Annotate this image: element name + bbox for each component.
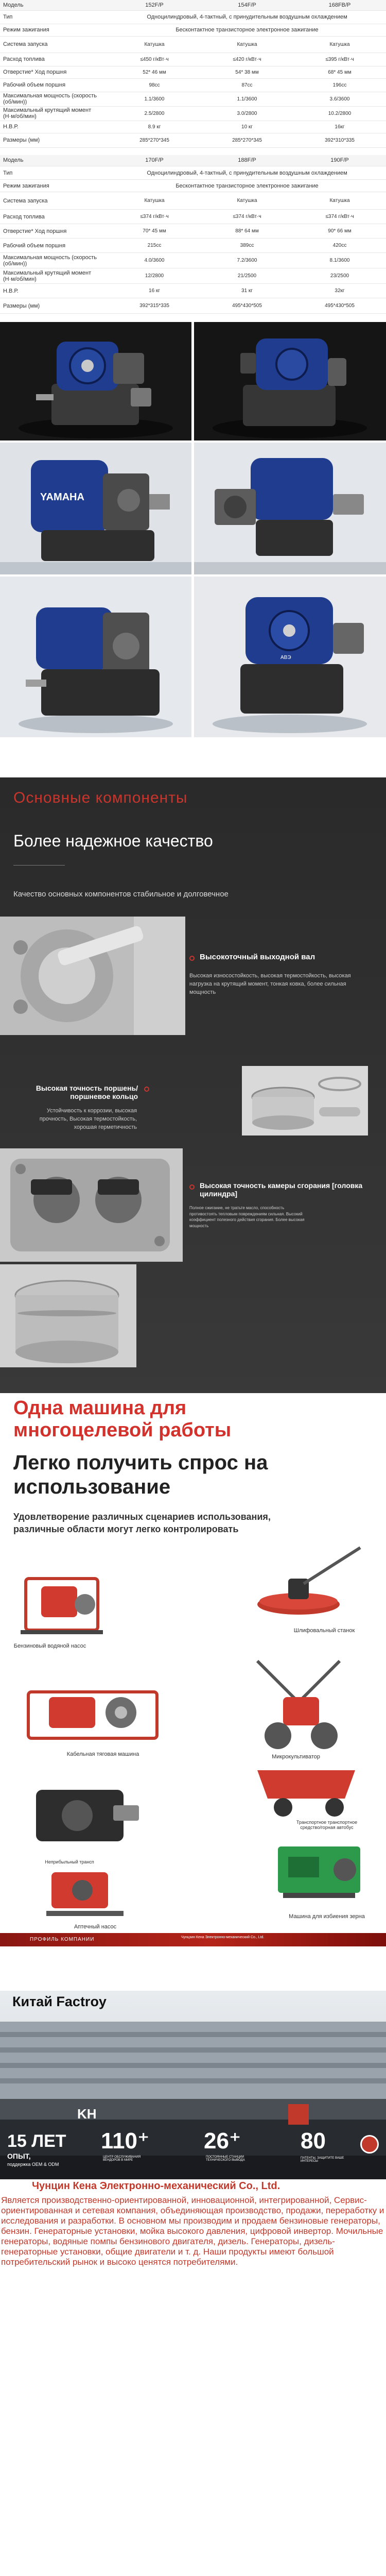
spec-row <box>0 10 386 24</box>
app-pharmacy-pump-label: Аптечный насос <box>74 1924 117 1930</box>
spec-row <box>0 180 386 192</box>
stat-experience-sub: поддержка OEM & ODM <box>7 2162 59 2167</box>
spec-cell: 87cc <box>201 78 293 92</box>
spec-row <box>0 36 386 53</box>
spec-cell: ≤374 г/кВт·ч <box>201 210 293 224</box>
app-cable-puller <box>18 1671 167 1749</box>
app-water-pump-label: Бензиновый водяной насос <box>13 1643 86 1649</box>
components-section <box>0 777 386 1393</box>
spec-cell: 70* 45 мм <box>108 224 201 239</box>
spec-cell: 16кг <box>293 121 386 133</box>
app-transport-vehicle-label: Транспортное транспортное средство/горная автобус <box>296 1820 358 1830</box>
spec-cell: 10 кг <box>201 121 293 133</box>
engine-photo-1 <box>0 322 191 440</box>
brand-small-label: АВЭ <box>280 655 291 660</box>
spec-cell: 16 кг <box>108 284 201 298</box>
spec-row-label: Рабочий объем поршня <box>0 239 108 253</box>
highlight-marker <box>144 1087 149 1092</box>
spec-cell: 21/2500 <box>201 268 293 284</box>
brand-label: YAMAHA <box>40 492 84 503</box>
factory-title: Китай Factroy <box>12 1994 107 2009</box>
engine-photo-3 <box>0 443 191 574</box>
spec-cell: Катушка <box>293 192 386 210</box>
spec-row-label: Модель <box>0 155 108 166</box>
stat-experience <box>7 2132 66 2150</box>
stat-service-number: 110⁺ <box>101 2128 150 2154</box>
highlight-marker <box>189 1184 195 1190</box>
spec-cell: Катушка <box>108 36 201 53</box>
desc-line-2: различные области могут легко контролировать <box>13 1524 239 1535</box>
spec-row-label: Режим зажигания <box>0 24 108 36</box>
spec-cell: ≤450 г/кВт·ч <box>108 53 201 66</box>
spec-row <box>0 239 386 253</box>
spec-row-label: Н.В.Р. <box>0 284 108 298</box>
app-micro-cultivator-label: Микрокультиватор <box>272 1754 320 1760</box>
company-profile-bar <box>0 1933 386 1946</box>
components-title: Основные компоненты <box>13 789 188 806</box>
spec-cell: 188F/P <box>201 155 293 166</box>
spec-cell: 420cc <box>293 239 386 253</box>
spec-cell: 2.5/2800 <box>108 106 201 121</box>
spec-row-label: Максимальная мощность (скорость (об/мин)) <box>0 253 108 268</box>
app-grain-thresher-label: Машина для избиения зерна <box>289 1913 365 1920</box>
spec-row <box>0 78 386 92</box>
app-grinder <box>242 1543 376 1620</box>
spec-row-label: Система запуска <box>0 36 108 53</box>
spec-cell: 389cc <box>201 239 293 253</box>
spec-cell: 8.9 кг <box>108 121 201 133</box>
app-water-pump <box>10 1563 113 1640</box>
spec-row <box>0 106 386 121</box>
piston-detail-photo <box>0 1264 136 1367</box>
spec-cell: 285*270*345 <box>108 133 201 147</box>
output-shaft-photo <box>0 917 185 1035</box>
stat-experience-number: 15 ЛЕТ <box>7 2131 66 2151</box>
desc-line-1: Удовлетворение различных сценариев использования, <box>13 1512 271 1522</box>
spec-row-label: Рабочий объем поршня <box>0 78 108 92</box>
spec-cell: 7.2/3600 <box>201 253 293 268</box>
app-pharmacy-pump <box>31 1862 134 1924</box>
spec-row <box>0 92 386 106</box>
stat-patents-sub: ПАТЕНТЫ, ЗАЩИТИТЕ ВАШЕ ИНТЕРЕСЫ <box>301 2157 344 2163</box>
spec-cell: 4.0/3600 <box>108 253 201 268</box>
big-title-line-2: использование <box>13 1476 171 1499</box>
spec-cell: Катушка <box>201 192 293 210</box>
spec-cell: 8.1/3600 <box>293 253 386 268</box>
output-shaft-heading: Высокоточный выходной вал <box>200 953 315 961</box>
highlight-marker <box>189 956 195 961</box>
company-description: Является производственно-ориентированной, инновационной, интегрированной, Сервис-ориентированная и сетевая компания, объединяющая производство, продажи, переработку и исследования и разработки. В основном мы производим и продаем бензиновые генераторы, бензин. Генераторные установки, мойка высокого давления, цифровой инвертор. Мочильные генераторы, водяные помпы бензинового двигателя, дизель. Генераторы, дизель-генераторные установки, общие двигатели и т. д. Наши продукты имеют большой потребительский рынок и высоко ценятся потребителями. <box>1 2195 384 2267</box>
spec-cell: 68* 45 мм <box>293 66 386 78</box>
multipurpose-section <box>0 1393 386 1991</box>
spec-cell: 98cc <box>108 78 201 92</box>
spec-cell: 88* 64 мм <box>201 224 293 239</box>
spec-row <box>0 210 386 224</box>
engine-photo-2 <box>194 322 386 440</box>
spec-cell: 190F/P <box>293 155 386 166</box>
spec-cell: 285*270*345 <box>201 133 293 147</box>
spec-cell: 23/2500 <box>293 268 386 284</box>
patent-badge-icon <box>360 2135 379 2154</box>
spec-cell: 196cc <box>293 78 386 92</box>
spec-row-value: Одноцилиндровый, 4-тактный, с принудительным воздушным охлаждением <box>108 166 386 180</box>
piston-text: Устойчивость к коррозии, высокая прочность, Высокая термостойкость, хорошая герметичность <box>39 1108 137 1130</box>
divider <box>13 865 65 866</box>
spec-row-value: Бесконтактное транзисторное электронное зажигание <box>108 180 386 192</box>
stat-patents <box>301 2130 326 2153</box>
app-engine-transport <box>21 1774 149 1857</box>
spec-row-label: Система запуска <box>0 192 108 210</box>
spec-cell: ≤395 г/кВт·ч <box>293 53 386 66</box>
spec-row-label: Максимальный крутящий момент (Н·м/об/мин) <box>0 106 108 121</box>
spec-cell: ≤420 г/кВт·ч <box>201 53 293 66</box>
spec-row-label: Модель <box>0 0 108 10</box>
spec-row <box>0 253 386 268</box>
spec-row-label: Н.В.Р. <box>0 121 108 133</box>
stat-service-centers <box>101 2130 149 2153</box>
spec-row <box>0 284 386 298</box>
spec-row-label: Расход топлива <box>0 210 108 224</box>
spec-cell: 3.6/3600 <box>293 92 386 106</box>
spec-cell: 392*315*335 <box>108 298 201 314</box>
spec-cell: 152F/P <box>108 0 201 10</box>
app-grain-thresher <box>268 1836 371 1913</box>
cylinder-head-photo <box>0 1148 183 1262</box>
multipurpose-desc <box>13 1511 271 1536</box>
spec-row <box>0 133 386 147</box>
spec-row-label: Максимальный крутящий момент (Н·м/об/мин) <box>0 268 108 284</box>
piston-heading: Высокая точность поршень/ поршневое кольцо <box>36 1084 138 1100</box>
red-title-line-2: многоцелевой работы <box>13 1419 232 1441</box>
spec-cell: 154F/P <box>201 0 293 10</box>
spec-cell: Катушка <box>201 36 293 53</box>
spec-cell: ≤374 г/кВт·ч <box>293 210 386 224</box>
spec-cell: 392*310*335 <box>293 133 386 147</box>
app-transport-vehicle <box>237 1760 376 1819</box>
spec-cell: 215cc <box>108 239 201 253</box>
multipurpose-big-title <box>13 1451 268 1499</box>
spec-row-label: Размеры (мм) <box>0 298 108 314</box>
spec-row-label: Отверстие* Ход поршня <box>0 224 108 239</box>
spec-row-value: Бесконтактное транзисторное электронное зажигание <box>108 24 386 36</box>
spec-row-label: Режим зажигания <box>0 180 108 192</box>
engine-photo-gallery <box>0 314 386 777</box>
spec-row <box>0 121 386 133</box>
stat-tech-number: 26⁺ <box>204 2128 241 2154</box>
spec-cell: 31 кг <box>201 284 293 298</box>
stat-experience-label: ОПЫТ, <box>7 2152 31 2160</box>
spec-row-label: Размеры (мм) <box>0 133 108 147</box>
stat-tech-sub: ПОСТОЯННЫЕ СТАНЦИИ ТЕХНИЧЕСКОГО ВЫВОДА <box>206 2156 245 2162</box>
spec-row <box>0 24 386 36</box>
spec-cell: 54* 38 мм <box>201 66 293 78</box>
spec-row-label: Тип <box>0 166 108 180</box>
spec-cell: 90* 66 мм <box>293 224 386 239</box>
spec-table-2 <box>0 155 386 314</box>
spec-cell: 1.1/3600 <box>201 92 293 106</box>
output-shaft-text: Высокая износостойкость, высокая термостойкость, высокая нагрузка на крутящий момент, тонкая ковка, более сильная мощность <box>189 973 351 995</box>
spec-cell: 32кг <box>293 284 386 298</box>
spec-row <box>0 192 386 210</box>
profile-label: ПРОФИЛЬ КОМПАНИИ <box>30 1937 95 1942</box>
spec-row <box>0 166 386 180</box>
spec-row <box>0 53 386 66</box>
stat-tech-stations <box>204 2130 241 2153</box>
app-engine-transport-label: Неприбыльный трансп <box>45 1859 94 1865</box>
company-name: Чунцин Кена Электронно-механический Co., Ltd. <box>32 2180 280 2192</box>
engine-photo-6 <box>194 577 386 737</box>
big-title-line-1: Легко получить спрос на <box>13 1451 268 1474</box>
factory-photo <box>0 1991 386 2179</box>
spec-row-label: Расход топлива <box>0 53 108 66</box>
spec-row <box>0 0 386 10</box>
spec-cell: ≤374 г/кВт·ч <box>108 210 201 224</box>
spec-table-1 <box>0 0 386 148</box>
red-title-line-1: Одна машина для <box>13 1397 187 1419</box>
engine-photo-5 <box>0 577 191 737</box>
spec-cell: Катушка <box>108 192 201 210</box>
engine-photo-4 <box>194 443 386 574</box>
cylinder-head-text: Полное сжигание, не тратьте масло, способность противостоять тепловым повреждениям сильная. Высокий коэффициент полезного действия сгорания. Более высокая мощность <box>189 1206 305 1228</box>
spec-cell: 1.1/3600 <box>108 92 201 106</box>
spec-cell: 495*430*505 <box>201 298 293 314</box>
spec-cell: 168FB/P <box>293 0 386 10</box>
spec-row-label: Отверстие* Ход поршня <box>0 66 108 78</box>
factory-logo: KH <box>77 2106 97 2122</box>
app-cable-puller-label: Кабельная тяговая машина <box>66 1751 139 1757</box>
table-gap <box>0 148 386 155</box>
spec-cell: 3.0/2800 <box>201 106 293 121</box>
stat-patents-number: 80 <box>301 2128 326 2154</box>
spec-row-label: Максимальная мощность (скорость (об/мин)) <box>0 92 108 106</box>
spec-row-label: Тип <box>0 10 108 24</box>
spec-row <box>0 155 386 166</box>
factory-section <box>0 1991 386 2273</box>
spec-row <box>0 268 386 284</box>
spec-row <box>0 224 386 239</box>
piston-photo <box>242 1066 368 1136</box>
spec-cell: 170F/P <box>108 155 201 166</box>
spec-row <box>0 298 386 314</box>
spec-cell: 10.2/2800 <box>293 106 386 121</box>
spec-row <box>0 66 386 78</box>
spec-cell: 495*430*505 <box>293 298 386 314</box>
app-micro-cultivator <box>237 1656 360 1754</box>
multipurpose-red-title <box>13 1397 231 1441</box>
components-subtitle: Более надежное качество <box>13 832 213 850</box>
spec-row-value: Одноцилиндровый, 4-тактный, с принудительным воздушным охлаждением <box>108 10 386 24</box>
cylinder-head-heading: Высокая точность камеры сгорания [головка цилиндра] <box>200 1181 363 1198</box>
spec-cell: Катушка <box>293 36 386 53</box>
app-grinder-label: Шлифовальный станок <box>293 1628 355 1634</box>
spec-cell: 52* 46 мм <box>108 66 201 78</box>
spec-cell: 12/2800 <box>108 268 201 284</box>
profile-company: Чунцзин Кена Электронно-механический Со., Ltd. <box>181 1936 265 1939</box>
stat-service-sub: ЦЕНТР ОБСЛУЖИВАНИЯ ВЕНДОРОВ В МИРЕ <box>103 2156 141 2162</box>
components-desc: Качество основных компонентов стабильное и долговечное <box>13 890 229 899</box>
